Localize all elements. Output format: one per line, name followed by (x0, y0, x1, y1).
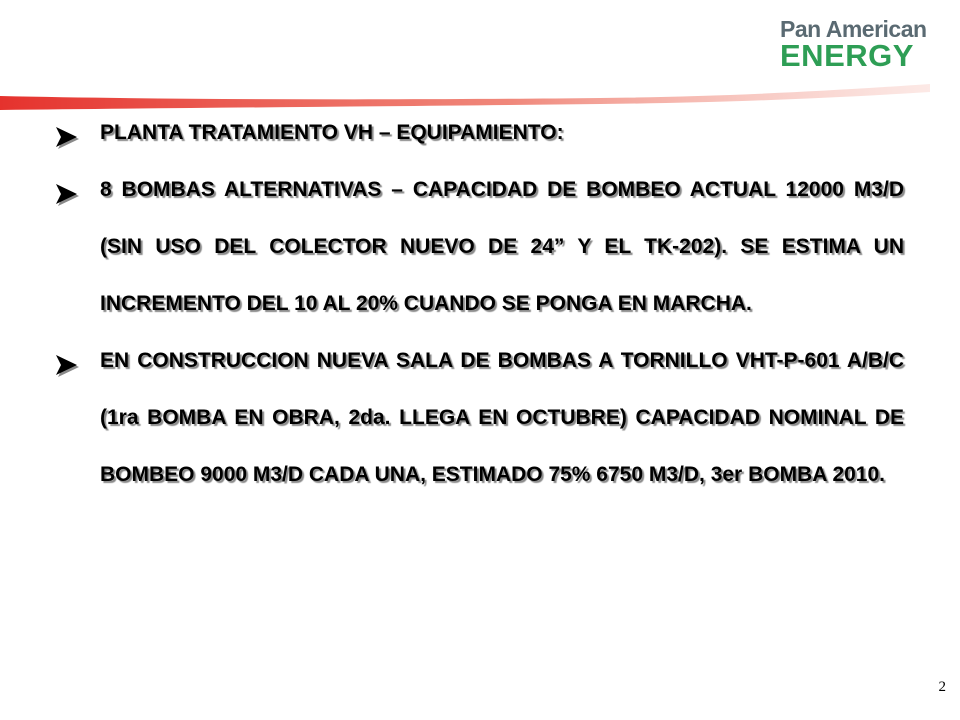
company-logo (770, 12, 930, 82)
arrow-bullet-icon (52, 175, 100, 207)
arrow-bullet-icon (52, 118, 100, 150)
logo-text-pan-american: Pan American (780, 16, 927, 42)
logo-text-energy: ENERGY (780, 38, 914, 73)
arrow-bullet-icon (52, 346, 100, 378)
bullet-item (52, 175, 904, 332)
bullet-item (52, 346, 904, 503)
bullet-text: PLANTA TRATAMIENTO VH – EQUIPAMIENTO: (100, 121, 564, 144)
bullet-text: EN CONSTRUCCION NUEVA SALA DE BOMBAS A TORNILLO VHT-P-601 A/B/C (1ra BOMBA EN OBRA, 2da. LLEGA EN OCTUBRE) CAPACIDAD NOMINAL DE BOMBEO 9000 M3/D CADA UNA, ESTIMADO 75% 6750 M3/D, 3er BOMBA 2010. (100, 349, 904, 486)
bullet-list (52, 118, 904, 517)
page-number: 2 (938, 679, 946, 695)
bullet-text: 8 BOMBAS ALTERNATIVAS – CAPACIDAD DE BOMBEO ACTUAL 12000 M3/D (SIN USO DEL COLECTOR NUEVO DE 24” Y EL TK-202). SE ESTIMA UN INCREMENTO DEL 10 AL 20% CUANDO SE PONGA EN MARCHA. (100, 178, 904, 315)
bullet-item (52, 118, 904, 161)
